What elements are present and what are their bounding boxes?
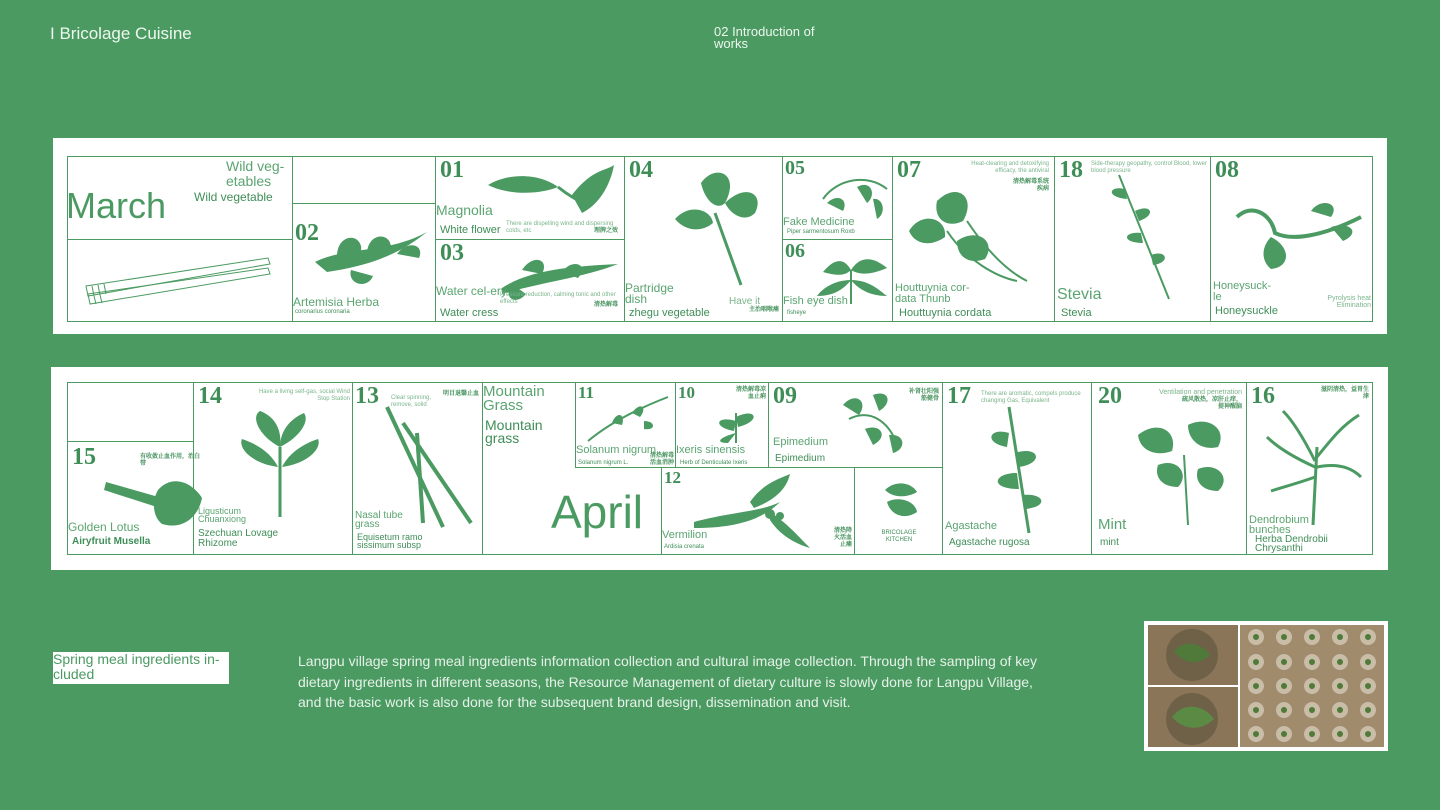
plant-illustration: [1099, 171, 1179, 301]
herb-sub: Herb of Denticulate Ixeris: [680, 460, 748, 466]
herb-number: 02: [295, 220, 319, 246]
herb-sub: Honeysuckle: [1215, 305, 1278, 317]
herb-name: Nasal tube grass: [355, 510, 403, 530]
herb-number: 05: [785, 157, 805, 179]
herb-number: 01: [440, 157, 464, 183]
herb-sub: coronarius coronaria: [295, 309, 350, 315]
herb-sub: fisheye: [787, 310, 807, 316]
month-cell: [482, 467, 662, 555]
footer-label: Spring meal ingredients in-cluded: [53, 652, 229, 684]
herb-sub: Mountain grass: [485, 417, 543, 446]
herb-cell-12: [661, 467, 855, 555]
herb-name: Water cel-ery: [436, 284, 507, 298]
herb-number: 08: [1215, 157, 1239, 183]
herb-sub: Equisetum ramo sissimum subsp: [357, 532, 423, 550]
herb-name: Fish eye dish: [783, 295, 848, 307]
herb-cell-05: [782, 156, 893, 240]
herb-sub: zhegu vegetable: [629, 307, 710, 319]
month-label: April: [551, 486, 644, 538]
herb-number: 03: [440, 240, 464, 266]
herb-name: Vermilion: [662, 529, 708, 541]
herb-note: There are dispelling wind and dispersing colds, etc: [506, 221, 614, 234]
herb-sub: Stevia: [1061, 307, 1092, 319]
herb-name: Mint: [1098, 516, 1127, 533]
blank-cell: [67, 382, 194, 442]
herb-sub: Herba Dendrobii Chrysanthi: [1255, 534, 1328, 554]
herb-note: Pyrolysis heat Elimination: [1327, 295, 1371, 309]
march-panel: [53, 138, 1387, 334]
herb-sub: mint: [1100, 537, 1119, 548]
plant-illustration: [665, 163, 775, 287]
herb-name: Honeysuck-le: [1213, 280, 1272, 303]
herb-name: Golden Lotus: [68, 520, 140, 534]
herb-sub: Water cress: [440, 307, 499, 319]
herb-cn: 清热解毒活血消肿: [650, 453, 675, 466]
herb-sub: Agastache rugosa: [949, 537, 1030, 548]
herb-number: 06: [785, 240, 805, 262]
herb-number: 13: [355, 383, 379, 409]
herb-cell-18: [1054, 156, 1211, 322]
herb-cell-06: [782, 239, 893, 322]
herb-number: 10: [678, 383, 695, 402]
herb-sub: Piper sarmentosum Roxb: [787, 229, 855, 235]
brand-logo-text: BRICOLAGE KITCHEN: [881, 530, 917, 543]
herb-cell-16: [1246, 382, 1373, 555]
month-label: March: [66, 185, 167, 226]
herb-cn: 理脾之效: [593, 228, 618, 234]
herb-cell-04: [624, 156, 783, 322]
herb-note: Side-therapy geopathy, control Blood, lower blood pressure: [1091, 161, 1207, 174]
herb-cell-17: [942, 382, 1092, 555]
plant-illustration: [1231, 197, 1367, 273]
herb-cn: 明目退翳止血: [442, 391, 479, 397]
plant-illustration: [829, 389, 911, 461]
herb-cell-15: [67, 441, 201, 555]
chopsticks-cell: [67, 239, 293, 322]
herb-note: Clear spinning, remove, solid: [391, 395, 432, 408]
herb-name: Agastache: [945, 520, 997, 532]
herb-number: 12: [664, 468, 681, 487]
photo-collage-image: [1144, 621, 1388, 751]
herb-cell-09: [768, 382, 943, 468]
herb-name: Partridge dish: [625, 281, 674, 306]
herb-note: Pressure reduction, calming tonic and other effects: [500, 292, 616, 305]
herb-name: Stevia: [1057, 286, 1102, 303]
footer-description: Langpu village spring meal ingredients information collection and cultural image collection. Through the sampling of key dietary ingredients in different seasons, the Resource Management of dietary culture is slowly done for Langpu Village, and the basic work is also done for the subsequent brand design, dissemination and visit.: [298, 653, 1038, 710]
herb-number: 17: [947, 383, 971, 409]
plant-illustration: [307, 226, 435, 292]
herb-name: Ligusticum Chuanxiong: [198, 506, 247, 524]
wild-veg-sub: Wild vegetable: [194, 190, 273, 204]
section-title: 02 Introduction of works: [714, 24, 815, 51]
herb-cell-mountain: [482, 382, 576, 468]
brand-title: I Bricolage Cuisine: [50, 24, 192, 43]
herb-cn: 清热降火活血止痛: [833, 528, 852, 548]
herb-cn: 清热解毒凉血止痢: [736, 387, 767, 400]
herb-number: 09: [773, 383, 797, 409]
herb-cn: 疏风散热，凉肝止痒，提神醒脑: [1182, 397, 1243, 410]
blank-cell: [292, 156, 436, 204]
herb-sub: White flower: [440, 224, 501, 236]
herb-note: Ventilation and penetration: [1159, 389, 1242, 396]
plant-illustration: [1263, 407, 1363, 527]
herb-note: Heat-clearing and detoxifying efficacy, the antiviral: [971, 161, 1049, 174]
herb-name: Dendrobium bunches: [1249, 514, 1309, 536]
herb-number: 15: [72, 444, 96, 470]
herb-number: 07: [897, 157, 921, 183]
month-cell: [67, 156, 293, 240]
herb-name: Fake Medicine: [783, 216, 855, 228]
herb-number: 11: [578, 383, 595, 402]
plant-illustration: [979, 403, 1065, 535]
herb-note: Have it: [729, 296, 761, 307]
leaf-logo-icon: [881, 480, 921, 524]
herb-cn: 清热解毒系统疾病: [1012, 179, 1049, 192]
herb-cell-11: [575, 382, 676, 468]
herb-sub: Airyfruit Musella: [72, 536, 151, 547]
herb-cell-02: [292, 203, 436, 322]
herb-note: There are aromatic, compels produce changing Gas, Equivalent: [981, 391, 1081, 404]
april-panel: [51, 367, 1388, 570]
plant-illustration: [907, 181, 1037, 285]
plant-illustration: [582, 391, 672, 447]
herb-name: Magnolia: [436, 202, 493, 218]
herb-note: Have a living self-gas, social Wind Stop Station: [258, 389, 350, 402]
herb-name: Mountain Grass: [483, 383, 545, 414]
herb-name: Artemisia Herba: [293, 295, 380, 309]
herb-cn: 滋阴清热，益胃生津: [1320, 387, 1369, 400]
photo-collage-thumbnail[interactable]: [1144, 621, 1388, 751]
plant-illustration: [482, 165, 622, 225]
herb-cell-03: [435, 239, 625, 322]
herb-cell-08: [1210, 156, 1373, 322]
herb-cell-20: [1091, 382, 1247, 555]
herb-cell-13: [352, 382, 483, 555]
herb-cell-01: [435, 156, 625, 240]
herb-number: 14: [198, 383, 222, 409]
herb-number: 18: [1059, 157, 1083, 183]
plant-illustration: [1128, 415, 1248, 529]
herb-name: Solanum nigrum: [576, 444, 657, 456]
herb-sub: Ardisia crenata: [664, 544, 705, 550]
chopsticks-icon: [82, 252, 272, 312]
plant-illustration: [690, 472, 820, 552]
herb-cn: 补肾壮阳强筋健骨: [909, 389, 940, 402]
herb-number: 04: [629, 157, 653, 183]
herb-cell-10: [675, 382, 769, 468]
herb-number: 20: [1098, 383, 1122, 409]
herb-cn: 清热解毒: [593, 302, 618, 308]
herb-sub: Solanum nigrum L.: [578, 460, 629, 466]
herb-number: 16: [1251, 383, 1275, 409]
brand-logo-cell: [854, 467, 943, 555]
herb-cell-07: [892, 156, 1055, 322]
herb-sub: Szechuan Lovage Rhizome: [198, 528, 279, 549]
herb-cn: 主治咽喉痛: [748, 307, 779, 313]
herb-cn: 有收敛止血作用，治白带: [140, 454, 201, 467]
herb-cell-14: [193, 382, 353, 555]
herb-name: Houttuynia cor-data Thunb: [895, 282, 970, 305]
plant-illustration: [706, 397, 766, 445]
herb-name: Epimedium: [773, 436, 829, 448]
herb-sub: Epimedium: [775, 453, 826, 464]
herb-name: Ixeris sinensis: [676, 444, 746, 456]
herb-sub: Houttuynia cordata: [899, 307, 992, 319]
wild-veg-label: Wild veg-etables: [226, 158, 285, 189]
